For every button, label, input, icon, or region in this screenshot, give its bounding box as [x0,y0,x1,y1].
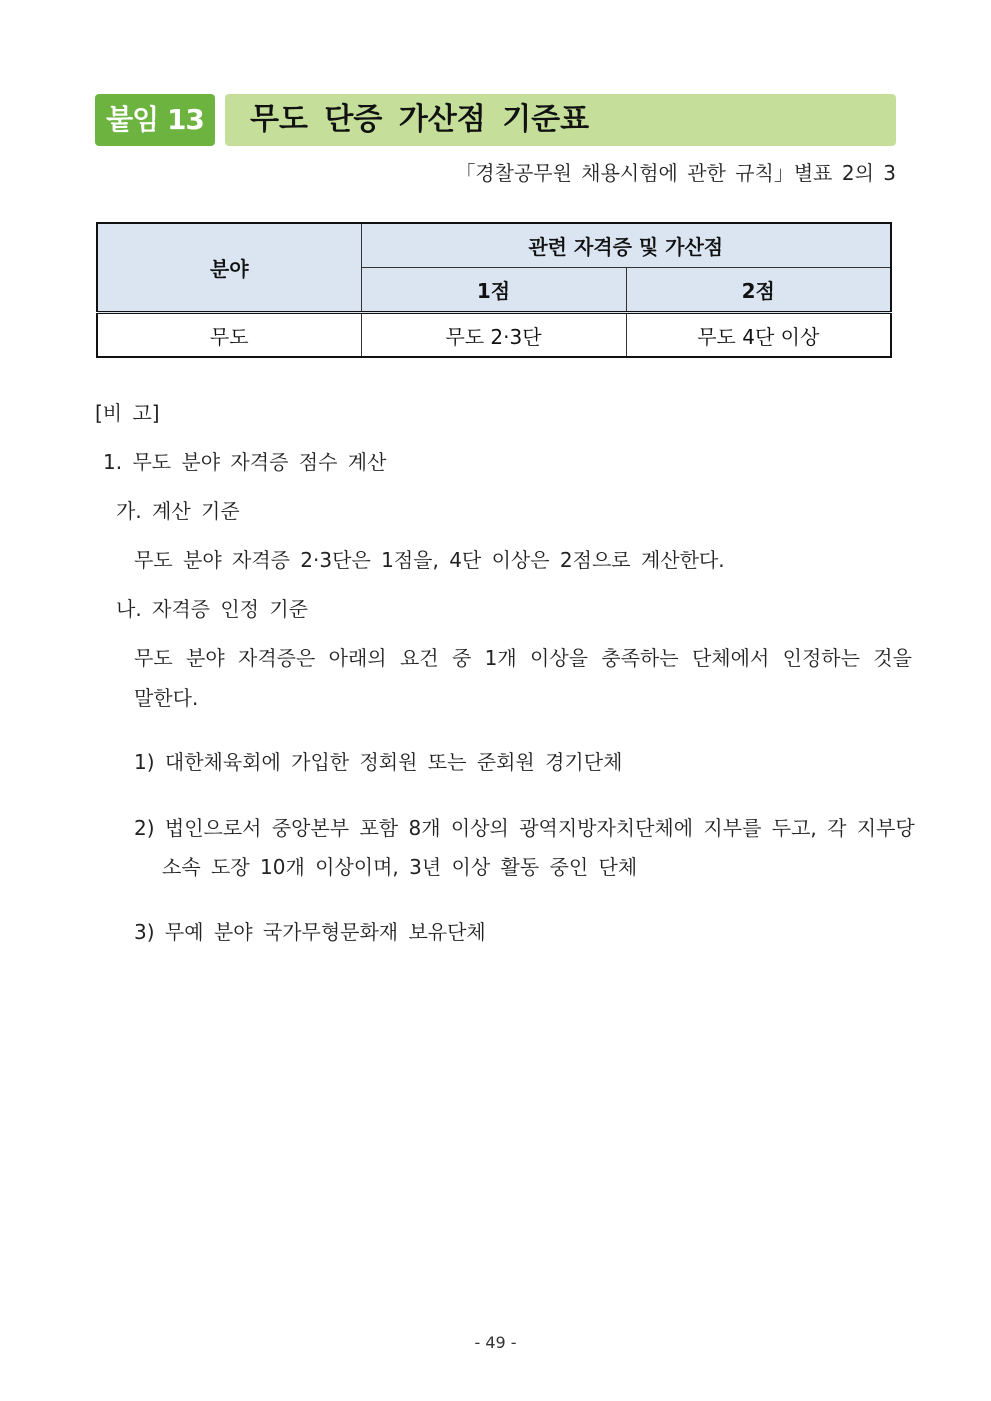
source-reference: 「경찰공무원 채용시험에 관한 규칙」별표 2의 3 [455,161,896,185]
section-ga-body: 무도 분야 자격증 2·3단은 1점을, 4단 이상은 2점으로 계산한다. [134,548,725,572]
section-na-body-line2: 말한다. [134,686,199,710]
table-row [97,313,891,358]
requirement-2-line2: 소속 도장 10개 이상이며, 3년 이상 활동 중인 단체 [162,855,638,879]
requirement-2-line1: 2) 법인으로서 중앙본부 포함 8개 이상의 광역지방자치단체에 지부를 두고, 각 지부당 [134,816,915,840]
section-na-title: 나. 자격증 인정 기준 [116,597,308,621]
header-field: 분야 [97,223,361,313]
requirement-3: 3) 무예 분야 국가무형문화재 보유단체 [134,920,486,944]
page-title: 무도 단증 가산점 기준표 [250,102,590,137]
title-bar [225,94,896,146]
header-group: 관련 자격증 및 가산점 [361,223,891,268]
cell-1point: 무도 2·3단 [361,313,626,358]
header-1point: 1점 [361,268,626,313]
cell-field: 무도 [97,313,361,358]
page-number: - 49 - [474,1333,517,1352]
remarks-item-1: 1. 무도 분야 자격증 점수 계산 [103,450,387,474]
header-2point: 2점 [626,268,891,313]
cell-2point: 무도 4단 이상 [626,313,891,358]
table-header-row [97,223,891,268]
section-ga-title: 가. 계산 기준 [116,499,240,523]
requirement-1: 1) 대한체육회에 가입한 정회원 또는 준회원 경기단체 [134,750,623,774]
section-na-body-line1: 무도 분야 자격증은 아래의 요건 중 1개 이상을 충족하는 단체에서 인정하는 것을 [134,646,912,670]
remarks-heading: [비 고] [95,401,160,425]
bonus-points-table [96,222,892,358]
appendix-badge: 붙임 13 [95,94,215,146]
